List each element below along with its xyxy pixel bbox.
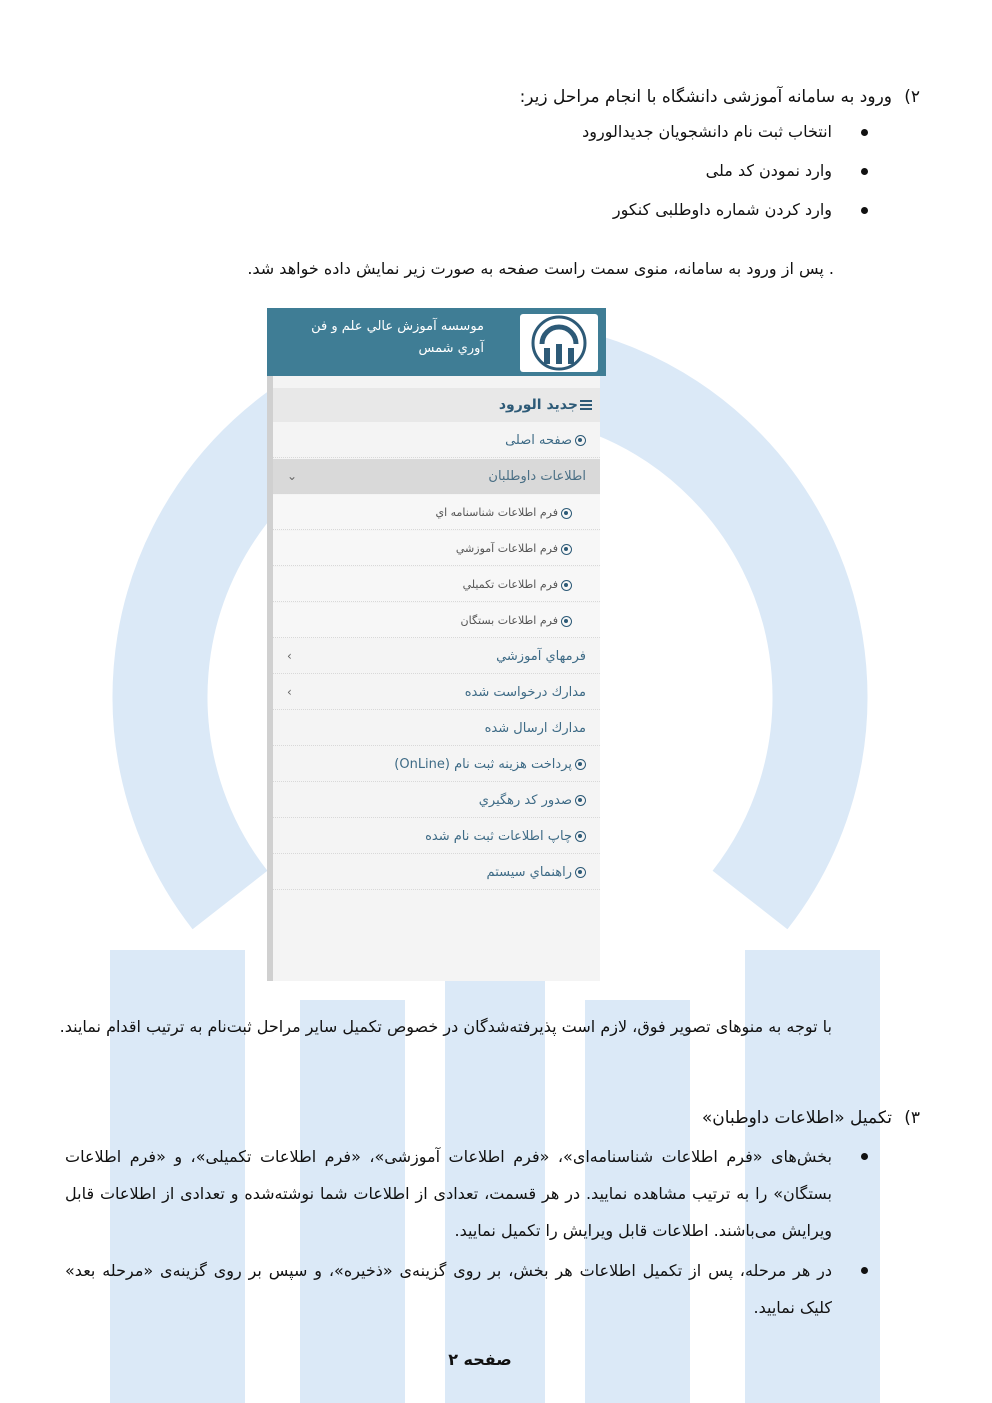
step-heading: تکمیل «اطلاعات داوطبان» xyxy=(701,1108,892,1128)
menu-item-sent-docs[interactable] xyxy=(273,711,600,746)
menu-title xyxy=(273,388,600,422)
list-item-text: بخش‌های «فرم اطلاعات شناسنامه‌ای»، «فرم اطلاعات آموزشی»، «فرم اطلاعات تکمیلی»، و «فرم اطلاعات بستگان» را به ترتیب مشاهده نمایید. در هر قسمت، تعدادی از اطلاعات شما نوشته‌شده و تعدادی از اطلاعات قابل ویرایش می‌باشند. اطلاعات قابل ویرایش را تکمیل نمایید. xyxy=(65,1147,832,1240)
list-item xyxy=(65,1252,832,1326)
chevron-down-icon: ⌄ xyxy=(287,469,298,483)
menu-item-label: مدارك ارسال شده xyxy=(484,721,586,736)
menu-item-education-form[interactable] xyxy=(273,531,600,566)
list-item xyxy=(582,159,832,198)
bullet-dot xyxy=(861,1267,868,1274)
menu-item-education-forms[interactable] xyxy=(273,639,600,674)
menu-item-label: اطلاعات داوطلبان xyxy=(488,469,586,484)
menu-title-text: جديد الورود xyxy=(498,397,578,413)
menu-item-relatives-form[interactable] xyxy=(273,603,600,638)
list-item xyxy=(582,120,832,159)
list-item-text: وارد نمودن کد ملی xyxy=(705,161,832,180)
eye-icon xyxy=(575,435,586,446)
list-item-text: انتخاب ثبت نام دانشجویان جدیدالورود xyxy=(582,122,832,141)
logo-icon xyxy=(520,314,598,372)
bullet-dot xyxy=(861,207,868,214)
menu-item-payment[interactable] xyxy=(273,747,600,782)
eye-icon xyxy=(575,867,586,878)
eye-icon xyxy=(561,616,572,627)
list-item-text: در هر مرحله، پس از تکمیل اطلاعات هر بخش، بر روی گزینه‌ی «ذخیره»، و سپس بر روی گزینه‌ی «مرحله بعد» کلیک نمایید. xyxy=(65,1261,832,1317)
menu-item-label: صدور كد رهگيري xyxy=(478,793,572,808)
menu-header xyxy=(267,308,606,376)
list-item-text: وارد کردن شماره داوطلبی کنکور xyxy=(612,200,832,219)
bullet-dot xyxy=(861,168,868,175)
eye-icon xyxy=(575,759,586,770)
after-login-note: . پس از ورود به سامانه، منوی سمت راست صفحه به صورت زیر نمایش داده خواهد شد. xyxy=(247,259,834,278)
menu-screenshot xyxy=(267,308,600,981)
menu-item-identity-form[interactable] xyxy=(273,495,600,530)
step-number: ۳) xyxy=(904,1108,920,1128)
menu-item-label: فرمهاي آموزشي xyxy=(496,649,586,664)
menu-item-candidate-info[interactable] xyxy=(273,459,600,494)
eye-icon xyxy=(561,544,572,555)
menu-item-label: فرم اطلاعات بستگان xyxy=(460,614,558,627)
menu-item-label: راهنماي سيستم xyxy=(486,865,572,880)
eye-icon xyxy=(575,831,586,842)
note-paragraph: با توجه به منوهای تصویر فوق، لازم است پذیرفته‌شدگان در خصوص تکمیل سایر مراحل ثبت‌نام به ترتیب اقدام نمایند. xyxy=(59,1017,832,1036)
menu-item-label: فرم اطلاعات آموزشي xyxy=(455,542,558,555)
list-item xyxy=(65,1138,832,1249)
menu-item-supplementary-form[interactable] xyxy=(273,567,600,602)
menu-item-label: چاپ اطلاعات ثبت نام شده xyxy=(425,829,572,844)
menu-item-label: صفحه اصلی xyxy=(505,433,572,448)
bullet-dot xyxy=(861,129,868,136)
hamburger-icon xyxy=(580,400,592,410)
menu-item-requested-docs[interactable] xyxy=(273,675,600,710)
menu-item-label: فرم اطلاعات شناسنامه اي xyxy=(435,506,558,519)
menu-item-label: پرداخت هزينه ثبت نام (OnLine) xyxy=(394,757,572,772)
eye-icon xyxy=(561,580,572,591)
eye-icon xyxy=(575,795,586,806)
menu-item-label: مدارك درخواست شده xyxy=(464,685,586,700)
list-item xyxy=(582,198,832,237)
step-number: ۲) xyxy=(904,87,920,107)
bullet-dot xyxy=(861,1153,868,1160)
chevron-right-icon: › xyxy=(287,685,292,699)
eye-icon xyxy=(561,508,572,519)
menu-item-print[interactable] xyxy=(273,819,600,854)
menu-item-tracking-code[interactable] xyxy=(273,783,600,818)
chevron-right-icon: › xyxy=(287,649,292,663)
institution-name: موسسه آموزش عالي علم و فن آوري شمس xyxy=(311,319,484,356)
step-heading: ورود به سامانه آموزشی دانشگاه با انجام مراحل زیر: xyxy=(519,87,892,107)
step-bullet-list xyxy=(582,120,832,237)
page-number: صفحه ۲ xyxy=(448,1350,512,1369)
menu-item-help[interactable] xyxy=(273,855,600,890)
menu-item-home[interactable] xyxy=(273,423,600,458)
menu-item-label: فرم اطلاعات تكميلي xyxy=(462,578,558,591)
institution-logo xyxy=(520,314,598,372)
